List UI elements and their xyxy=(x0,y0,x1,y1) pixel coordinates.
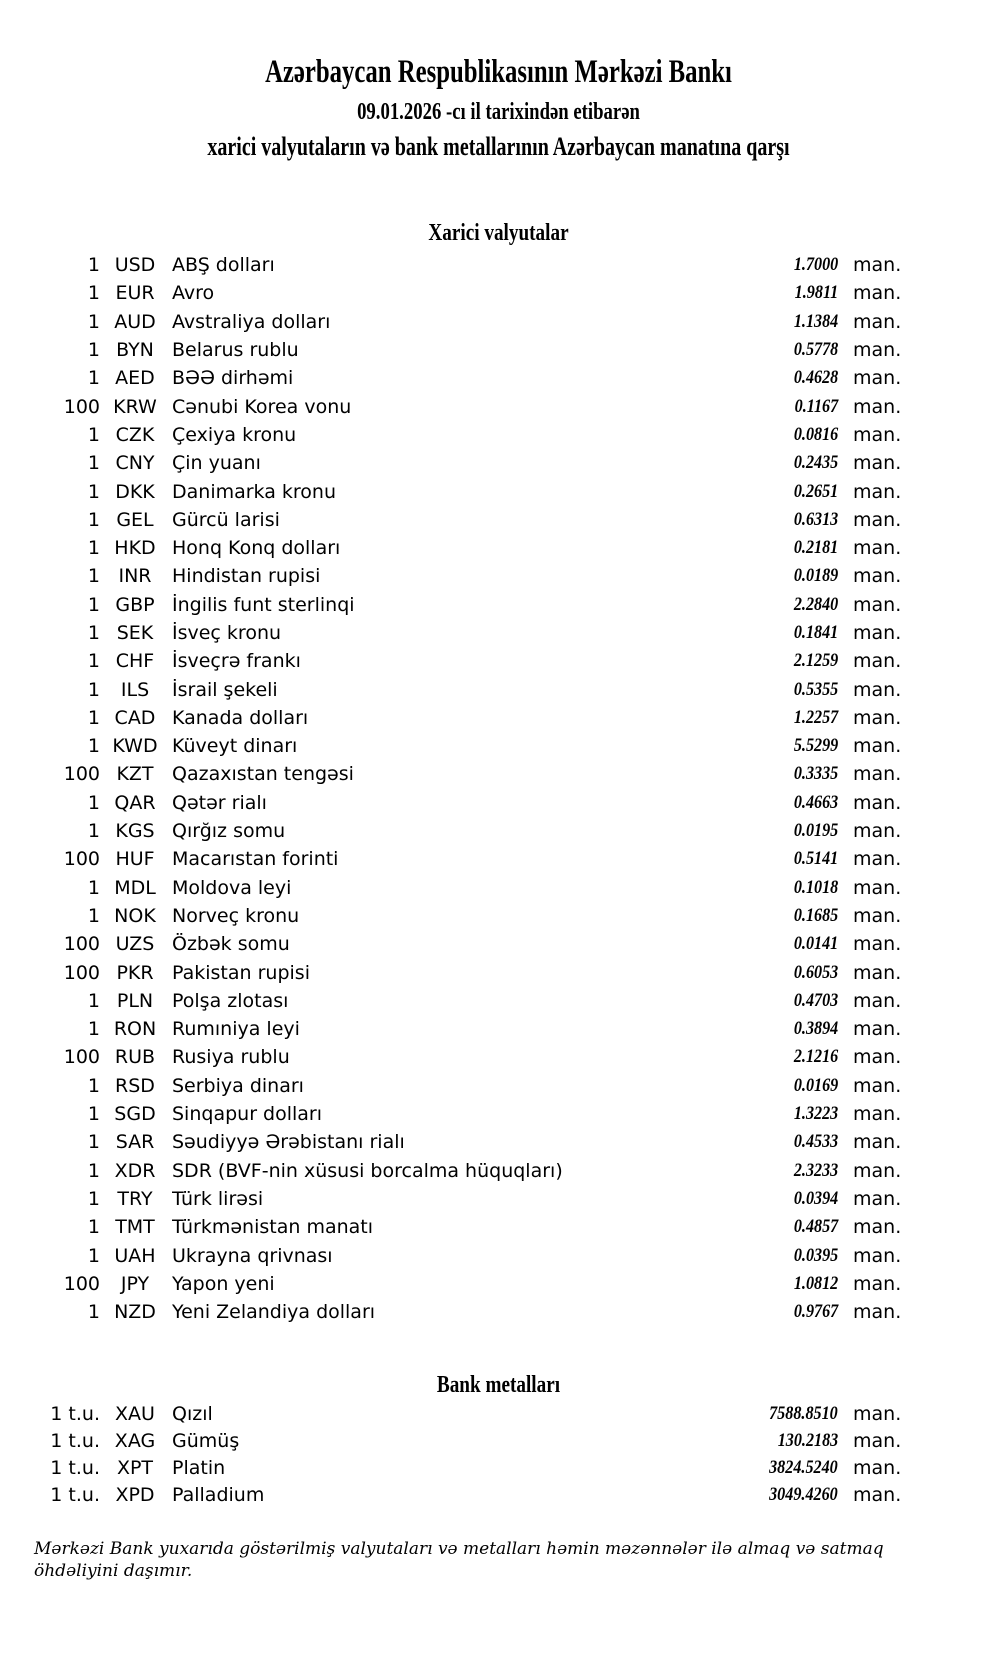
exchange-rate: 0.1018 xyxy=(793,876,838,898)
currency-code: HUF xyxy=(115,848,155,871)
table-row xyxy=(0,732,997,760)
unit-label: man. xyxy=(853,282,902,305)
unit-label: man. xyxy=(853,622,902,644)
quantity: 1 xyxy=(87,876,100,899)
unit-label: man. xyxy=(853,1456,902,1479)
currency-name: Çin yuanı xyxy=(172,452,261,475)
unit-label: man. xyxy=(853,1483,902,1506)
exchange-rate: 2.3233 xyxy=(793,1159,838,1181)
quantity: 1 xyxy=(87,791,100,814)
table-row xyxy=(0,760,997,788)
currency-name: Türk lirəsi xyxy=(172,1187,264,1210)
unit-label: man. xyxy=(853,1018,902,1041)
currency-name: İngilis funt sterlinqi xyxy=(172,593,355,616)
currency-code: NOK xyxy=(114,904,156,927)
exchange-rate: 0.0189 xyxy=(793,565,838,587)
unit-label: man. xyxy=(853,508,902,531)
exchange-rate: 1.7000 xyxy=(793,254,838,276)
currency-code: AUD xyxy=(114,310,156,333)
exchange-rate: 0.6053 xyxy=(793,961,838,983)
currency-name: Gümüş xyxy=(172,1429,240,1452)
exchange-rate: 0.2435 xyxy=(793,452,838,474)
currency-code: UAH xyxy=(114,1244,156,1267)
currency-name: Sinqapur dolları xyxy=(172,1103,323,1126)
table-row xyxy=(0,704,997,732)
table-row xyxy=(0,1481,997,1508)
currency-code: KZT xyxy=(116,763,154,786)
exchange-rate: 2.1216 xyxy=(793,1046,838,1068)
table-row xyxy=(0,619,997,647)
currency-code: BYN xyxy=(116,339,154,362)
quantity: 1 xyxy=(87,537,100,560)
exchange-rate: 0.4628 xyxy=(793,367,838,389)
currency-table xyxy=(0,251,997,1326)
table-row xyxy=(0,1072,997,1100)
currency-code: JPY xyxy=(120,1272,150,1295)
quantity: 100 xyxy=(63,763,100,786)
unit-label: man. xyxy=(853,537,902,560)
exchange-rate: 0.4663 xyxy=(793,791,838,813)
currency-code: XPD xyxy=(115,1483,155,1506)
exchange-rate: 0.1841 xyxy=(793,622,838,643)
table-row xyxy=(0,1270,997,1298)
quantity: 1 xyxy=(87,735,100,758)
exchange-rate: 0.0394 xyxy=(793,1187,838,1209)
currency-name: Çexiya kronu xyxy=(172,423,297,446)
unit-label: man. xyxy=(853,254,902,277)
exchange-rate: 0.5355 xyxy=(793,678,838,700)
footer-note: Mərkəzi Bank yuxarıda göstərilmiş valyutaları və metalları həmin məzənnələr ilə almaq və satmaq öhdəliyini daşımır. xyxy=(34,1539,884,1582)
table-row xyxy=(0,789,997,817)
currency-name: Türkmənistan manatı xyxy=(172,1216,374,1239)
currency-code: PKR xyxy=(116,961,154,984)
currency-name: SDR (BVF-nin xüsusi borcalma hüquqları) xyxy=(172,1159,563,1182)
currency-name: Gürcü larisi xyxy=(172,508,280,531)
unit-label: man. xyxy=(853,1103,902,1126)
exchange-rate: 0.1167 xyxy=(794,395,838,417)
currency-name: Rusiya rublu xyxy=(172,1046,290,1069)
currency-name: Pakistan rupisi xyxy=(172,961,310,984)
unit-label: man. xyxy=(853,904,902,927)
quantity: 1 xyxy=(87,904,100,927)
unit-label: man. xyxy=(853,480,902,503)
effective-date-line: 09.01.2026 -cı il tarixindən etibarən xyxy=(357,99,640,125)
quantity: 1 xyxy=(87,254,100,277)
table-row xyxy=(0,562,997,590)
exchange-rate: 0.4533 xyxy=(793,1131,838,1153)
table-row xyxy=(0,251,997,279)
currency-code: GEL xyxy=(116,508,154,531)
unit-label: man. xyxy=(853,1402,902,1425)
unit-label: man. xyxy=(853,339,902,362)
unit-label: man. xyxy=(853,1074,902,1097)
unit-label: man. xyxy=(853,678,902,701)
table-row xyxy=(0,1241,997,1269)
table-row xyxy=(0,1043,997,1071)
metals-table xyxy=(0,1400,997,1508)
currency-code: EUR xyxy=(115,282,155,305)
table-row xyxy=(0,477,997,505)
unit-label: man. xyxy=(853,310,902,333)
currency-code: CZK xyxy=(115,423,155,446)
quantity: 1 t.u. xyxy=(50,1483,100,1506)
table-row xyxy=(0,1100,997,1128)
unit-label: man. xyxy=(853,367,902,390)
table-row xyxy=(0,817,997,845)
unit-label: man. xyxy=(853,763,902,786)
unit-label: man. xyxy=(853,791,902,814)
table-row xyxy=(0,1015,997,1043)
table-row xyxy=(0,392,997,420)
currency-code: XDR xyxy=(114,1159,156,1182)
quantity: 1 xyxy=(87,1074,100,1097)
currency-name: Küveyt dinarı xyxy=(172,735,298,758)
section-heading-metals: Bank metalları xyxy=(436,1372,561,1399)
quantity: 100 xyxy=(63,933,100,956)
quantity: 1 t.u. xyxy=(50,1456,100,1479)
currency-code: SGD xyxy=(114,1103,156,1126)
unit-label: man. xyxy=(853,1187,902,1210)
currency-name: Cənubi Korea vonu xyxy=(172,395,352,418)
table-row xyxy=(0,1427,997,1454)
currency-name: Kanada dolları xyxy=(172,706,309,729)
table-row xyxy=(0,421,997,449)
table-row xyxy=(0,336,997,364)
quantity: 1 xyxy=(87,593,100,616)
currency-name: Səudiyyə Ərəbistanı rialı xyxy=(172,1131,405,1154)
unit-label: man. xyxy=(853,1046,902,1069)
currency-code: XPT xyxy=(116,1456,154,1479)
unit-label: man. xyxy=(853,1159,902,1182)
currency-name: ABŞ dolları xyxy=(172,254,275,277)
currency-name: Honq Konq dolları xyxy=(172,537,341,560)
table-row xyxy=(0,1128,997,1156)
exchange-rate: 7588.8510 xyxy=(769,1402,838,1424)
exchange-rate: 0.0141 xyxy=(793,933,838,955)
page-title: Azərbaycan Respublikasının Mərkəzi Bankı xyxy=(265,54,732,90)
currency-code: HKD xyxy=(114,537,156,560)
currency-code: ILS xyxy=(120,678,150,701)
currency-code: KWD xyxy=(112,735,158,758)
exchange-rate: 5.5299 xyxy=(793,735,838,757)
currency-name: Qazaxıstan tengəsi xyxy=(172,763,354,786)
quantity: 100 xyxy=(63,848,100,871)
table-row xyxy=(0,958,997,986)
unit-label: man. xyxy=(853,876,902,899)
unit-label: man. xyxy=(853,820,902,843)
currency-code: CHF xyxy=(115,650,155,673)
unit-label: man. xyxy=(853,650,902,673)
unit-label: man. xyxy=(853,565,902,588)
table-row xyxy=(0,364,997,392)
currency-name: Danimarka kronu xyxy=(172,480,337,503)
currency-code: GBP xyxy=(115,593,155,616)
exchange-rate: 0.0816 xyxy=(793,423,838,445)
currency-code: INR xyxy=(118,565,152,588)
currency-name: Hindistan rupisi xyxy=(172,565,321,588)
quantity: 1 xyxy=(87,1018,100,1041)
unit-label: man. xyxy=(853,961,902,984)
unit-label: man. xyxy=(853,452,902,475)
quantity: 1 xyxy=(87,989,100,1012)
unit-label: man. xyxy=(853,735,902,758)
quantity: 1 xyxy=(87,508,100,531)
currency-code: PLN xyxy=(116,989,154,1012)
quantity: 1 xyxy=(87,452,100,475)
currency-name: Ukrayna qrivnası xyxy=(172,1244,333,1267)
exchange-rate: 0.3894 xyxy=(793,1018,838,1040)
exchange-rate: 0.3335 xyxy=(793,763,838,785)
unit-label: man. xyxy=(853,933,902,956)
quantity: 1 xyxy=(87,1187,100,1210)
table-row xyxy=(0,675,997,703)
exchange-rate: 130.2183 xyxy=(777,1429,838,1451)
quantity: 1 xyxy=(87,1244,100,1267)
currency-name: Platin xyxy=(172,1456,226,1479)
quantity: 100 xyxy=(63,961,100,984)
quantity: 1 xyxy=(87,1131,100,1154)
currency-name: Qətər rialı xyxy=(172,791,267,814)
quantity: 1 xyxy=(87,282,100,305)
table-row xyxy=(0,902,997,930)
currency-name: Qırğız somu xyxy=(172,820,286,843)
currency-code: NZD xyxy=(114,1301,156,1324)
unit-label: man. xyxy=(853,848,902,871)
unit-label: man. xyxy=(853,1216,902,1239)
currency-name: İsrail şekeli xyxy=(172,678,278,701)
exchange-rate: 0.5141 xyxy=(793,848,838,870)
quantity: 1 xyxy=(87,622,100,644)
currency-code: TMT xyxy=(115,1216,155,1239)
quantity: 1 xyxy=(87,650,100,673)
currency-name: Avro xyxy=(172,282,215,305)
quantity: 1 xyxy=(87,1159,100,1182)
exchange-rate: 1.0812 xyxy=(793,1272,838,1294)
unit-label: man. xyxy=(853,1131,902,1154)
currency-code: CNY xyxy=(115,452,155,475)
quantity: 1 xyxy=(87,678,100,701)
exchange-rate: 1.2257 xyxy=(793,706,838,728)
table-row xyxy=(0,987,997,1015)
currency-code: DKK xyxy=(115,480,155,503)
unit-label: man. xyxy=(853,423,902,446)
currency-name: Polşa zlotası xyxy=(172,989,289,1012)
currency-name: Belarus rublu xyxy=(172,339,299,362)
exchange-rate: 0.9767 xyxy=(793,1301,838,1323)
currency-code: TRY xyxy=(117,1187,153,1210)
exchange-rate: 0.4857 xyxy=(793,1216,838,1238)
currency-code: KRW xyxy=(113,395,157,418)
quantity: 1 xyxy=(87,423,100,446)
currency-name: Yeni Zelandiya dolları xyxy=(172,1301,376,1324)
currency-code: QAR xyxy=(114,791,156,814)
quantity: 1 xyxy=(87,706,100,729)
currency-name: Norveç kronu xyxy=(172,904,300,927)
currency-code: RUB xyxy=(114,1046,156,1069)
exchange-rate: 2.2840 xyxy=(793,593,838,615)
exchange-rate: 0.1685 xyxy=(793,904,838,926)
currency-name: Avstraliya dolları xyxy=(172,310,331,333)
currency-code: RON xyxy=(113,1018,157,1041)
unit-label: man. xyxy=(853,395,902,418)
currency-name: Rumıniya leyi xyxy=(172,1018,300,1041)
exchange-rate: 0.0195 xyxy=(793,820,838,842)
quantity: 1 xyxy=(87,820,100,843)
quantity: 1 xyxy=(87,367,100,390)
unit-label: man. xyxy=(853,593,902,616)
exchange-rate: 0.6313 xyxy=(793,508,838,530)
exchange-rate: 3824.5240 xyxy=(769,1456,838,1478)
table-row xyxy=(0,506,997,534)
unit-label: man. xyxy=(853,706,902,729)
unit-label: man. xyxy=(853,1244,902,1267)
currency-name: Macarıstan forinti xyxy=(172,848,339,871)
quantity: 1 xyxy=(87,1103,100,1126)
currency-name: İsveçrə frankı xyxy=(172,650,301,673)
unit-label: man. xyxy=(853,1429,902,1452)
section-heading-currencies: Xarici valyutalar xyxy=(428,220,569,246)
table-row xyxy=(0,647,997,675)
table-row xyxy=(0,1298,997,1326)
quantity: 1 xyxy=(87,1301,100,1324)
quantity: 1 t.u. xyxy=(50,1402,100,1425)
exchange-rate: 1.1384 xyxy=(793,310,838,332)
currency-code: UZS xyxy=(115,933,155,956)
page-subtitle: xarici valyutaların və bank metallarının Azərbaycan manatına qarşı xyxy=(207,132,790,161)
exchange-rate: 1.3223 xyxy=(793,1103,838,1125)
currency-code: SEK xyxy=(116,622,154,644)
currency-name: İsveç kronu xyxy=(172,622,282,644)
currency-code: XAG xyxy=(114,1429,156,1452)
exchange-rate: 3049.4260 xyxy=(769,1483,838,1505)
quantity: 1 xyxy=(87,565,100,588)
quantity: 1 xyxy=(87,339,100,362)
currency-name: Moldova leyi xyxy=(172,876,292,899)
table-row xyxy=(0,845,997,873)
quantity: 100 xyxy=(63,1046,100,1069)
currency-name: BƏƏ dirhəmi xyxy=(172,367,294,390)
table-row xyxy=(0,449,997,477)
table-row xyxy=(0,930,997,958)
currency-code: AED xyxy=(115,367,155,390)
currency-code: SAR xyxy=(115,1131,155,1154)
currency-name: Yapon yeni xyxy=(172,1272,275,1295)
exchange-rate: 2.1259 xyxy=(793,650,838,672)
exchange-rate: 0.5778 xyxy=(793,339,838,361)
currency-code: MDL xyxy=(114,876,156,899)
exchange-rate: 0.2181 xyxy=(793,537,838,559)
table-row xyxy=(0,591,997,619)
currency-code: KGS xyxy=(115,820,155,843)
quantity: 100 xyxy=(63,395,100,418)
table-row xyxy=(0,1157,997,1185)
quantity: 1 xyxy=(87,480,100,503)
unit-label: man. xyxy=(853,1272,902,1295)
exchange-rate: 0.0169 xyxy=(793,1074,838,1096)
quantity: 1 xyxy=(87,1216,100,1239)
table-row xyxy=(0,1400,997,1427)
table-row xyxy=(0,1213,997,1241)
quantity: 1 xyxy=(87,310,100,333)
currency-name: Qızıl xyxy=(172,1402,213,1425)
table-row xyxy=(0,1185,997,1213)
quantity: 1 t.u. xyxy=(50,1429,100,1452)
table-row xyxy=(0,308,997,336)
unit-label: man. xyxy=(853,1301,902,1324)
currency-name: Özbək somu xyxy=(172,933,290,956)
exchange-rate: 1.9811 xyxy=(794,282,838,304)
exchange-rate: 0.2651 xyxy=(793,480,838,502)
currency-code: RSD xyxy=(115,1074,155,1097)
quantity: 100 xyxy=(63,1272,100,1295)
currency-name: Palladium xyxy=(172,1483,265,1506)
table-row xyxy=(0,534,997,562)
unit-label: man. xyxy=(853,989,902,1012)
exchange-rate: 0.4703 xyxy=(793,989,838,1011)
currency-name: Serbiya dinarı xyxy=(172,1074,304,1097)
currency-code: CAD xyxy=(114,706,156,729)
table-row xyxy=(0,1454,997,1481)
table-row xyxy=(0,874,997,902)
currency-code: XAU xyxy=(115,1402,155,1425)
exchange-rate: 0.0395 xyxy=(793,1244,838,1266)
currency-code: USD xyxy=(114,254,156,277)
table-row xyxy=(0,279,997,307)
